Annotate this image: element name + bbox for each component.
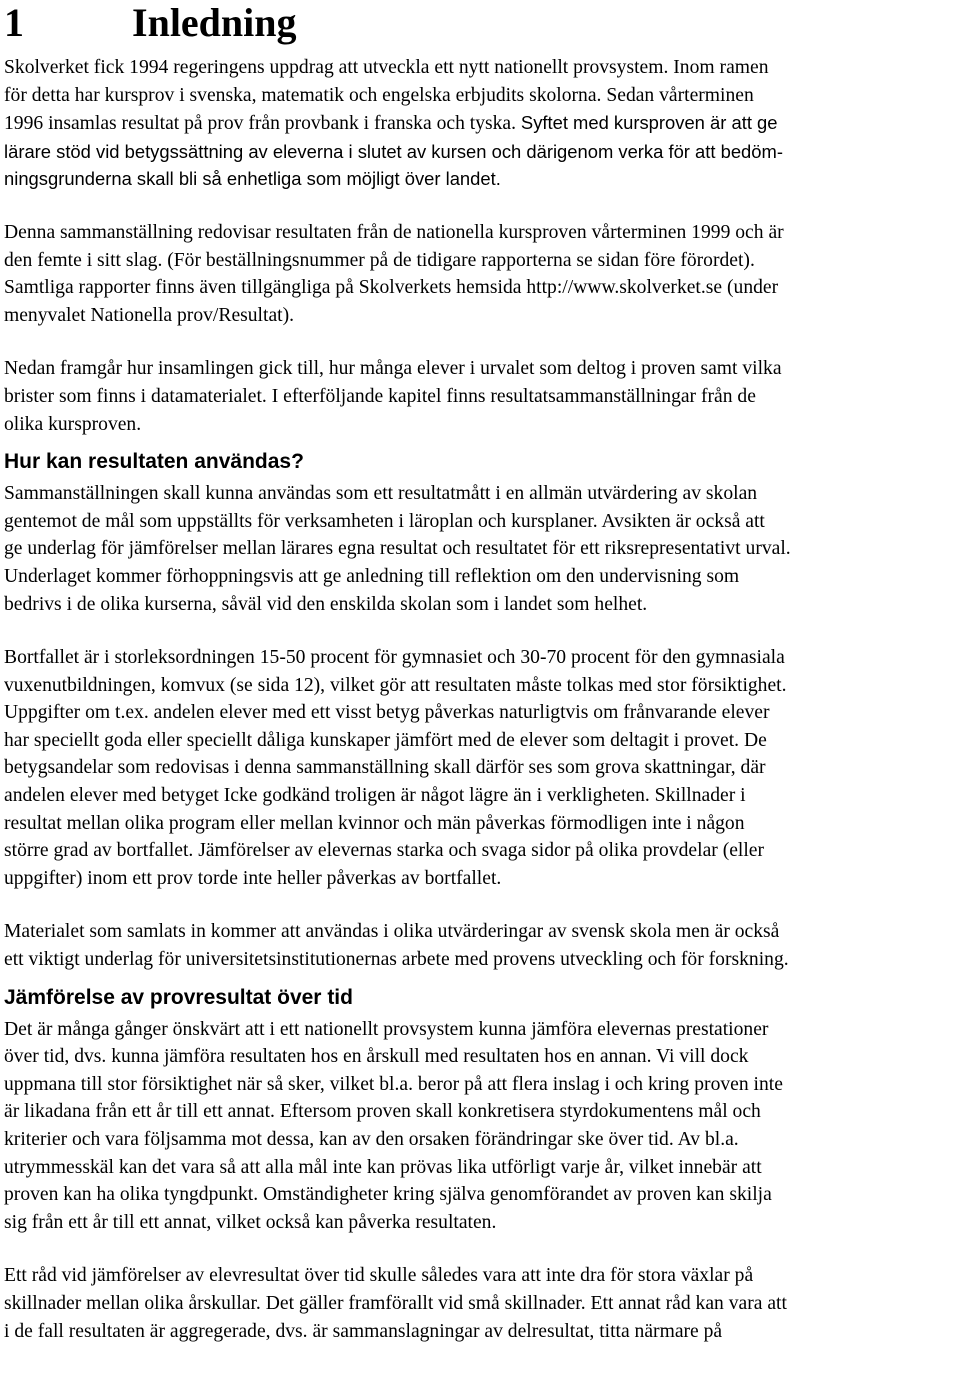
text-line: olika kursproven.	[4, 413, 142, 435]
text-line: den femte i sitt slag. (För beställningsnummer på de tidigare rapporterna se sidan före förordet).	[4, 249, 755, 271]
text-line: utrymmesskäl kan det vara så att alla mål inte kan prövas lika utförligt varje år, vilket innebär att	[4, 1156, 762, 1178]
text-line: resultat mellan olika program eller mellan kvinnor och män påverkas förmodligen inte i någon	[4, 812, 745, 834]
text-line: sig från ett år till ett annat, vilket också kan påverka resultaten.	[4, 1211, 497, 1233]
text-line: Nedan framgår hur insamlingen gick till, hur många elever i urvalet som deltog i proven samt vilka	[4, 358, 782, 380]
paragraph-dropout	[4, 644, 956, 892]
text-line: Materialet som samlats in kommer att användas i olika utvärderingar av svensk skola men är också	[4, 921, 780, 943]
section-heading-usage: Hur kan resultaten användas?	[4, 450, 304, 474]
text-line: Ett råd vid jämförelser av elevresultat över tid skulle således vara att inte dra för stora växlar på	[4, 1265, 754, 1287]
text-line: i de fall resultaten är aggregerade, dvs. är sammanslagningar av delresultat, titta närmare på	[4, 1320, 723, 1342]
text-line: betygsandelar som redovisas i denna sammanställning skall därför ses som grova skattningar, där	[4, 757, 766, 779]
paragraph-comparison	[4, 1016, 956, 1237]
paragraph-material	[4, 918, 956, 973]
text-line	[4, 109, 956, 138]
text-line: Sammanställningen skall kunna användas som ett resultatmått i en allmän utvärdering av skolan	[4, 483, 758, 505]
text-line: vuxenutbildningen, komvux (se sida 12), vilket gör att resultaten måste tolkas med stor försiktighet.	[4, 674, 787, 696]
text-line: skillnader mellan olika årskullar. Det gäller framförallt vid små skillnader. Ett annat råd kan vara att	[4, 1292, 787, 1314]
text-line: uppmana till stor försiktighet när så sker, vilket bl.a. beror på att flera inslag i och kring proven inte	[4, 1073, 783, 1095]
text-line: för detta har kursprov i svenska, matematik och engelska erbjudits skolorna. Sedan vårterminen	[4, 84, 754, 106]
text-run: 1996 insamlas resultat på prov från provbank i franska och tyska.	[4, 113, 521, 135]
text-line: Bortfallet är i storleksordningen 15-50 procent för gymnasiet och 30-70 procent för den gymnasiala	[4, 647, 785, 669]
document-page	[4, 0, 956, 1345]
text-line: brister som finns i datamaterialet. I efterföljande kapitel finns resultatsammanställningar från de	[4, 385, 756, 407]
text-line: Skolverket fick 1994 regeringens uppdrag att utveckla ett nytt nationellt provsystem. Inom ramen	[4, 57, 769, 78]
chapter-number: 1	[4, 0, 24, 45]
text-line: gentemot de mål som uppställts för verksamheten i läroplan och kursplaner. Avsikten är också att	[4, 510, 765, 532]
paragraph-summary	[4, 219, 956, 329]
section-heading-comparison: Jämförelse av provresultat över tid	[4, 985, 353, 1009]
text-line: Underlaget kommer förhoppningsvis att ge anledning till reflektion om den undervisning som	[4, 565, 740, 587]
text-line: är likadana från ett år till ett annat. Eftersom proven skall konkretisera styrdokumentens mål och	[4, 1101, 761, 1123]
paragraph-intro	[4, 54, 956, 193]
text-line: menyvalet Nationella prov/Resultat).	[4, 304, 295, 326]
text-line: ge underlag för jämförelser mellan lärares egna resultat och resultatet för ett riksrepresentativt urval.	[4, 538, 791, 560]
text-line: Det är många gånger önskvärt att i ett nationellt provsystem kunna jämföra elevernas prestationer	[4, 1018, 769, 1040]
text-line: Samtliga rapporter finns även tillgängliga på Skolverkets hemsida http://www.skolverket.se (under	[4, 277, 779, 299]
text-line: över tid, dvs. kunna jämföra resultaten hos en årskull med resultaten hos en annan. Vi vill dock	[4, 1046, 749, 1068]
paragraph-usage	[4, 480, 956, 618]
chapter-heading	[4, 0, 956, 46]
text-run: Syftet med kursproven är att ge	[520, 112, 778, 134]
text-line: har speciellt goda eller speciellt dåliga kunskaper jämfört med de elever som deltagit i provet. De	[4, 729, 767, 751]
text-line: proven kan ha olika tyngdpunkt. Omständigheter kring själva genomförandet av proven kan skilja	[4, 1184, 772, 1206]
text-line: bedrivs i de olika kurserna, såväl vid den enskilda skolan som i landet som helhet.	[4, 593, 648, 615]
text-line: ningsgrunderna skall bli så enhetliga som möjligt över landet.	[4, 168, 501, 190]
text-line: ett viktigt underlag för universitetsinstitutionernas arbete med provens utveckling och för forskning.	[4, 949, 789, 971]
paragraph-advice	[4, 1262, 956, 1345]
paragraph-overview	[4, 355, 956, 438]
chapter-title: Inledning	[132, 0, 297, 45]
text-line: Uppgifter om t.ex. andelen elever med ett visst betyg påverkas naturligtvis om frånvarande elever	[4, 702, 770, 724]
text-line: andelen elever med betyget Icke godkänd troligen är något lägre än i verkligheten. Skillnader i	[4, 785, 746, 807]
text-line: kriterier och vara följsamma mot dessa, kan av den orsaken förändringar ske över tid. Av bl.a.	[4, 1129, 739, 1150]
text-line: Denna sammanställning redovisar resultaten från de nationella kursproven vårterminen 1999 och är	[4, 221, 784, 243]
text-line: lärare stöd vid betygssättning av eleverna i slutet av kursen och därigenom verka för att bedöm-	[4, 140, 783, 162]
text-line: större grad av bortfallet. Jämförelser av elevernas starka och svaga sidor på olika provdelar (eller	[4, 840, 765, 862]
text-line: uppgifter) inom ett prov torde inte heller påverkas av bortfallet.	[4, 867, 502, 889]
